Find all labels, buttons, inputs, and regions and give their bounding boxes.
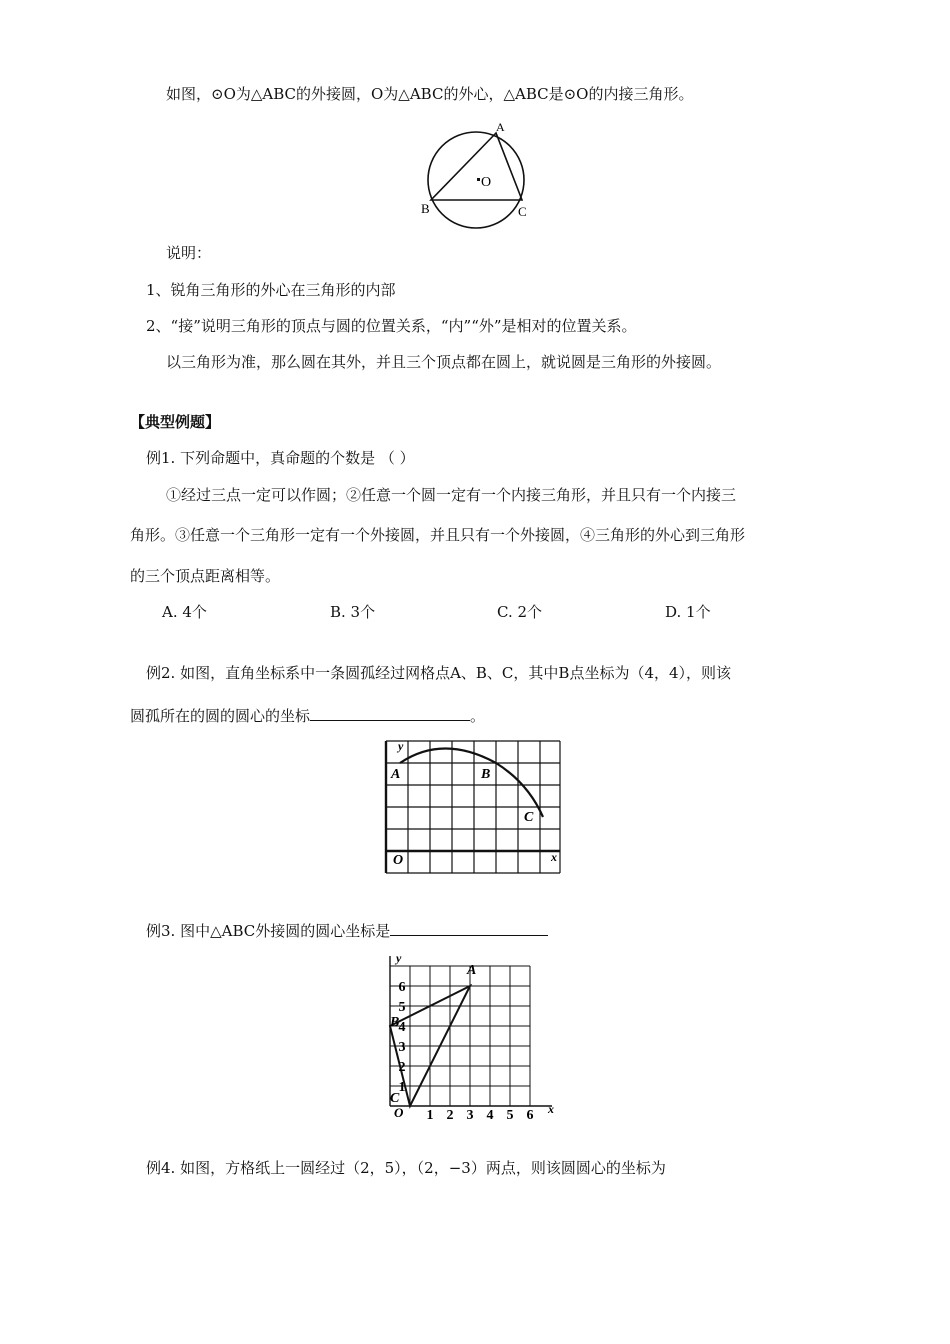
ex2-label-O: O [393,853,404,868]
ex2-line-2-end: 。 [470,707,486,725]
label-C: C [518,204,527,219]
ex3-label-y: y [396,951,402,965]
ex3-label-B: B [390,1015,400,1030]
ex3-xtick-6: 6 [526,1108,534,1123]
ex2-arc-figure [383,738,563,878]
ex2-label-B: B [481,767,491,782]
ex2-grid [386,741,560,873]
ex2-line-2 [130,704,485,726]
ex3-ytick-1: 1 [398,1080,406,1095]
ex3-ytick-2: 2 [398,1060,406,1075]
ex2-label-A: A [391,767,401,782]
ex1-option-b: B. 3个 [330,603,376,621]
ex3-ytick-6: 6 [398,980,406,995]
ex3-ytick-5: 5 [398,1000,406,1015]
ex2-answer-blank [310,704,470,721]
ex3-text: 例3. 图中△ABC外接圆的圆心坐标是 [146,922,391,940]
ex3-triangle-figure [372,950,562,1123]
ex3-ytick-3: 3 [398,1040,406,1055]
ex3-x-ticks [427,1108,534,1123]
ex2-line-2-text: 圆孤所在的圆的圆心的坐标 [130,707,311,725]
ex3-label-C: C [390,1091,400,1106]
ex3-xtick-1: 1 [426,1108,434,1123]
ex1-option-c: C. 2个 [497,603,543,621]
circumcircle-figure [420,120,540,220]
ex2-label-C: C [524,810,534,825]
ex1-option-a: A. 4个 [162,603,207,621]
ex2-line-1: 例2. 如图，直角坐标系中一条圆孤经过网格点A、B、C，其中B点坐标为（4，4），则该 [146,664,732,682]
ex3-label-A: A [467,963,477,978]
ex3-label-x: x [548,1102,554,1116]
ex3-grid [390,966,530,1106]
label-A: A [496,120,505,134]
circumcircle [428,132,524,228]
intro-text: 如图，⊙O为△ABC的外接圆，O为△ABC的外心，△ABC是⊙O的内接三角形。 [166,85,694,103]
note-item-2-cont: 以三角形为准，那么圆在其外，并且三个顶点都在圆上，就说圆是三角形的外接圆。 [166,353,722,371]
note-title: 说明： [166,244,212,262]
ex3-ytick-4: 4 [398,1020,406,1035]
ex3-label-O: O [394,1105,404,1120]
ex1-option-d: D. 1个 [665,603,711,621]
ex1-line-1: ①经过三点一定可以作圆；②任意一个圆一定有一个内接三角形，并且只有一个内接三 [166,486,737,504]
center-dot [477,178,480,181]
ex1-line-3: 的三个顶点距离相等。 [130,567,281,585]
label-O: O [481,175,492,190]
ex3-xtick-2: 2 [446,1108,454,1123]
ex3-answer-blank [390,919,548,936]
ex4-text: 例4. 如图，方格纸上一圆经过（2，5），（2，−3）两点，则该圆圆心的坐标为 [146,1159,666,1177]
ex3-xtick-5: 5 [506,1108,514,1123]
ex2-label-y: y [398,739,404,753]
ex1-stem: 例1. 下列命题中，真命题的个数是 （ ） [146,449,415,467]
ex3-xtick-4: 4 [486,1108,494,1123]
label-B: B [421,201,430,216]
ex2-label-x: x [551,850,557,864]
ex3-line [146,919,548,941]
ex3-xtick-3: 3 [466,1108,474,1123]
ex1-line-2: 角形。③任意一个三角形一定有一个外接圆，并且只有一个外接圆，④三角形的外心到三角形 [130,526,746,544]
note-item-2: 2、“接”说明三角形的顶点与圆的位置关系，“内”“外”是相对的位置关系。 [146,317,637,335]
section-title: 【典型例题】 [130,413,221,431]
note-item-1: 1、锐角三角形的外心在三角形的内部 [146,281,396,299]
